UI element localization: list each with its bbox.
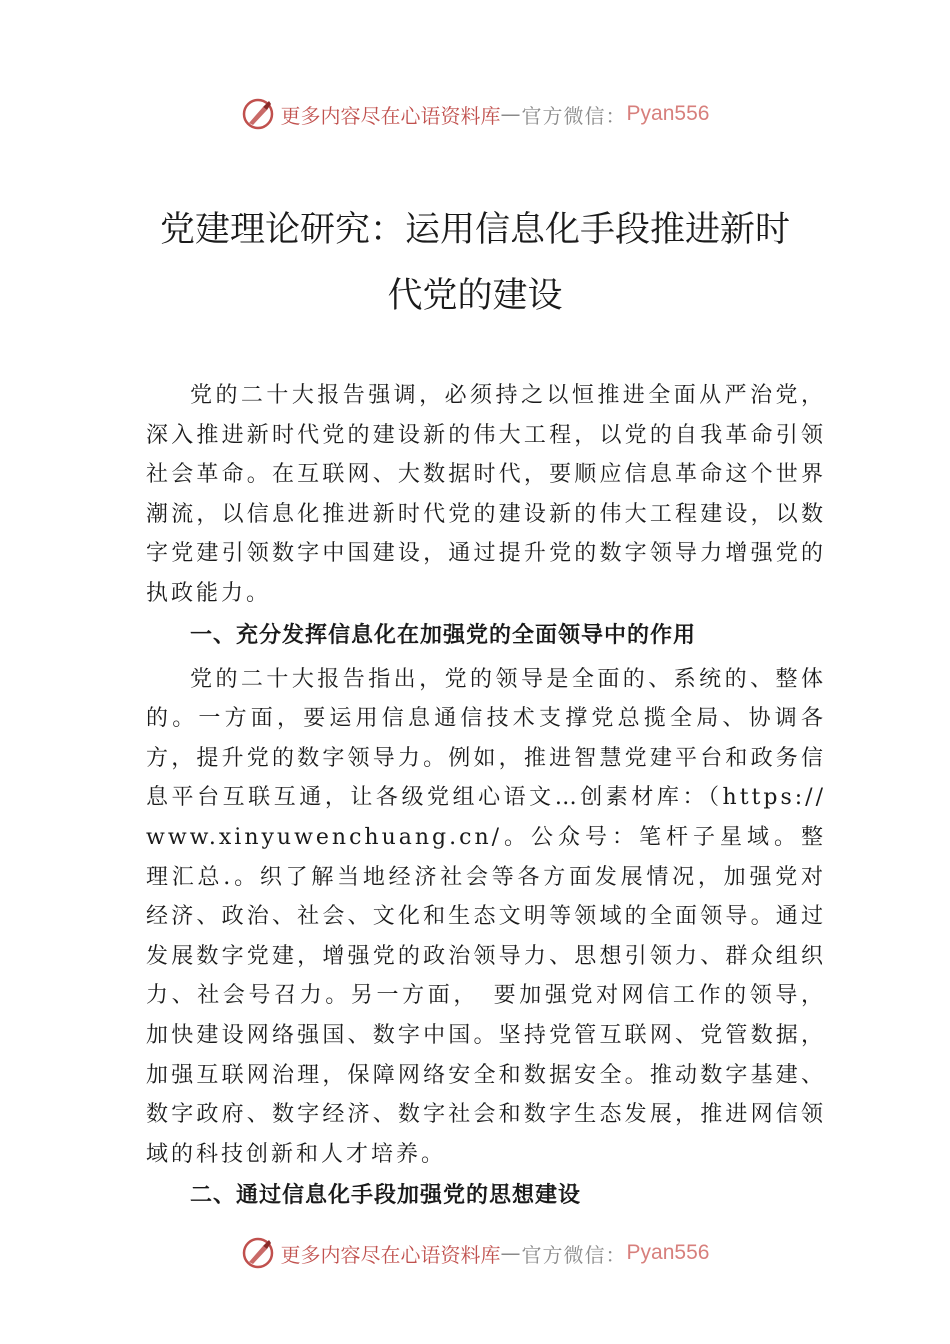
paragraph-intro: 党的二十大报告强调，必须持之以恒推进全面从严治党，深入推进新时代党的建设新的伟大工程，以党的自我革命引领社会革命。在互联网、大数据时代，要顺应信息革命这个世界潮流，以信息化推进新时代党的建设新的伟大工程建设，以数字党建引领数字中国建设，通过提升党的数字领导力增强党的执政能力。 <box>146 383 826 606</box>
document-title-line1: 党建理论研究：运用信息化手段推进新时 <box>159 210 790 250</box>
banner-dash: — <box>500 102 522 126</box>
banner-wechat-id: Pyan556 <box>626 1241 710 1264</box>
banner-wechat-label: 官方微信： <box>521 103 627 128</box>
pen-logo-icon <box>241 1236 275 1270</box>
document-title-line2: 代党的建设 <box>387 276 563 316</box>
banner-dash: — <box>500 1241 522 1265</box>
banner-wechat-label: 官方微信： <box>521 1242 627 1267</box>
paragraph-section-1: 党的二十大报告指出，党的领导是全面的、系统的、整体的。一方面，要运用信息通信技术支撑党总揽全局、协调各方，提升党的数字领导力。例如，推进智慧党建平台和政务信息平台互联互通，让各级党组心语文…创素材库：（https://www.xinyuwenchuang.cn/。公众号：笔杆子星域。整理汇总.。织了解当地经济社会等各方面发展情况，加强党对经济、政治、社会、文化和生态文明等领域的全面领导。通过发展数字党建，增强党的政治领导力、思想引领力、群众组织力、社会号召力。另一方面， 要加强党对网信工作的领导，加快建设网络强国、数字中国。坚持党管互联网、党管数据，加强互联网治理，保障网络安全和数据安全。推动数字基建、数字政府、数字经济、数字社会和数字生态发展，推进网信领域的科技创新和人才培养。 <box>146 666 826 1167</box>
section-heading-2: 二、通过信息化手段加强党的思想建设 <box>190 1183 582 1209</box>
banner-library-text: 更多内容尽在心语资料库 <box>280 1242 501 1267</box>
section-heading-1: 一、充分发挥信息化在加强党的全面领导中的作用 <box>190 622 697 648</box>
banner-library-text: 更多内容尽在心语资料库 <box>280 103 501 128</box>
pen-logo-icon <box>241 97 275 131</box>
document-body <box>146 376 826 1220</box>
header-banner <box>0 94 950 134</box>
footer-banner <box>0 1233 950 1273</box>
banner-wechat-id: Pyan556 <box>626 102 710 125</box>
